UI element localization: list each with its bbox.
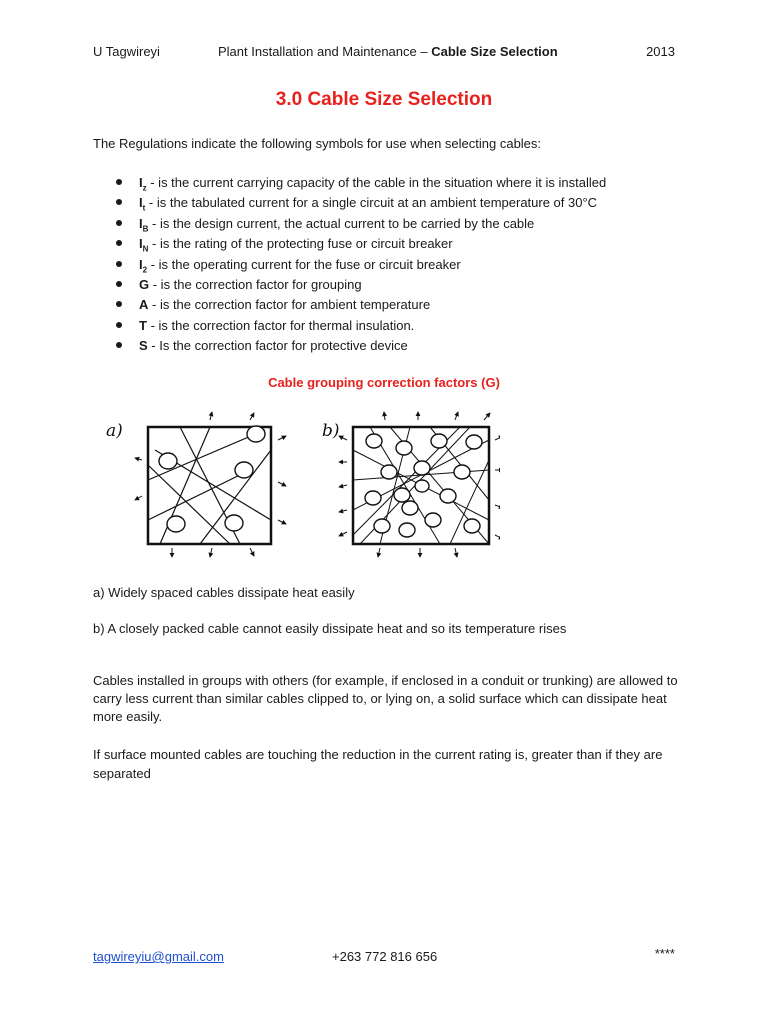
symbol-letter: I <box>139 175 143 190</box>
list-item <box>93 214 693 234</box>
list-item <box>93 173 693 193</box>
bullet-icon <box>116 240 122 246</box>
list-item <box>93 295 693 315</box>
header-subject-bold: Cable Size Selection <box>431 44 558 59</box>
symbol-description: - is the correction factor for thermal insulation. <box>146 317 415 333</box>
panel-b-closely-packed <box>322 412 500 557</box>
symbol-letter: I <box>139 236 143 252</box>
symbol-subscript: N <box>142 244 149 254</box>
symbol-description: - Is the correction factor for protective device <box>147 338 408 354</box>
panel-a-widely-spaced <box>106 412 286 557</box>
bullet-icon <box>116 301 122 307</box>
symbol-letter: S <box>139 338 148 354</box>
body-paragraph-grouping: Cables installed in groups with others (for example, if enclosed in a conduit or trunking) are allowed to carry less current than similar cables clipped to, or lying on, a solid surface which can dissipate heat more easily. <box>93 673 678 724</box>
symbol-letter: G <box>139 276 150 292</box>
footer-email-link[interactable]: tagwireyiu@gmail.com <box>93 949 224 964</box>
bullet-icon <box>116 179 122 185</box>
symbol-subscript: t <box>142 203 146 213</box>
header-year: 2013 <box>646 44 675 59</box>
header-subject-prefix: Plant Installation and Maintenance – <box>218 44 432 59</box>
cable-grouping-figure <box>100 410 500 570</box>
symbol-letter: I <box>139 215 143 231</box>
list-item <box>93 316 693 336</box>
bullet-icon <box>116 261 122 267</box>
list-item <box>93 193 693 213</box>
symbol-letter: I <box>139 195 143 211</box>
symbol-description: - is the rating of the protecting fuse or circuit breaker <box>148 236 453 252</box>
page-title: 3.0 Cable Size Selection <box>275 89 493 110</box>
bullet-icon <box>116 220 122 226</box>
list-item <box>93 275 693 295</box>
symbol-description: - is the tabulated current for a single circuit at an ambient temperature of 30°C <box>145 195 598 211</box>
symbol-description: - is the current carrying capacity of the cable in the situation where it is installed <box>146 175 607 190</box>
bullet-icon <box>116 199 122 205</box>
bullet-icon <box>116 281 122 287</box>
symbol-subscript: B <box>142 224 149 234</box>
label-a: a) <box>106 421 123 441</box>
label-b: b) <box>322 421 340 441</box>
symbol-description: - is the design current, the actual current to be carried by the cable <box>148 215 535 231</box>
cables-b <box>365 434 482 537</box>
list-item <box>93 336 693 356</box>
crossing-lines-a <box>148 427 271 544</box>
list-item <box>93 255 693 275</box>
header-subject <box>218 44 558 59</box>
symbol-letter: A <box>139 297 149 313</box>
symbol-subscript: 2 <box>142 265 148 275</box>
footer-phone: +263 772 816 656 <box>332 949 438 964</box>
symbol-letter: I <box>139 256 143 272</box>
symbol-description: - is the correction factor for grouping <box>149 276 362 292</box>
bullet-icon <box>116 322 122 328</box>
symbol-description: - is the operating current for the fuse or circuit breaker <box>147 256 461 272</box>
header-author: U Tagwireyi <box>93 44 160 59</box>
symbol-list <box>93 173 693 357</box>
symbol-description: - is the correction factor for ambient temperature <box>148 297 431 313</box>
list-item <box>93 234 693 254</box>
caption-b-text: b) A closely packed cable cannot easily dissipate heat and so its temperature rises <box>93 621 567 636</box>
intro-text: The Regulations indicate the following symbols for use when selecting cables: <box>93 136 542 151</box>
caption-a-text: a) Widely spaced cables dissipate heat easily <box>93 585 355 600</box>
figure-caption: Cable grouping correction factors (G) <box>268 375 500 390</box>
footer-stars: **** <box>654 946 675 961</box>
symbol-subscript: z <box>142 183 147 193</box>
bullet-icon <box>116 342 122 348</box>
symbol-letter: T <box>139 317 147 333</box>
body-paragraph-touching: If surface mounted cables are touching the reduction in the current rating is, greater than if they are separated <box>93 747 663 781</box>
